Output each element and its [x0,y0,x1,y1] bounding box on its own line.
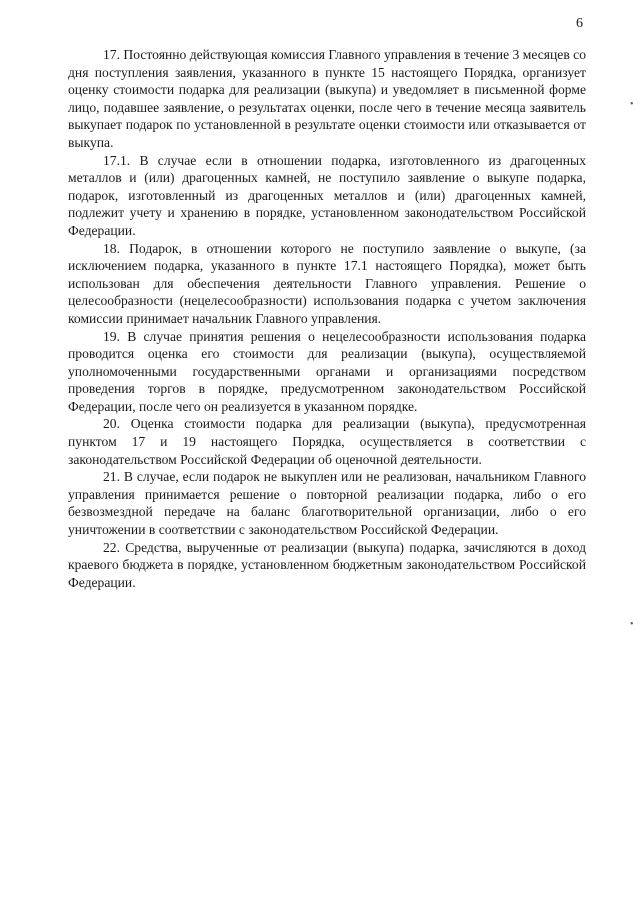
scan-speck-mark: • [630,99,634,110]
document-body [68,46,586,591]
paragraph-22: 22. Средства, вырученные от реализации (выкупа) подарка, зачисляются в доход краевого бюджета в порядке, установленном бюджетным законодательством Российской Федерации. [68,539,586,590]
paragraph-17: 17. Постоянно действующая комиссия Главного управления в течение 3 месяцев со дня поступления заявления, указанного в пункте 15 настоящего Порядка, организует оценку стоимости подарка для реализации (выкупа) и уведомляет в письменной форме лицо, подавшее заявление, о результатах оценки, после чего в течение месяца заявитель выкупает подарок по установленной в результате оценки стоимости или отказывается от выкупа. [68,47,586,150]
paragraph-20: 20. Оценка стоимости подарка для реализации (выкупа), предусмотренная пунктом 17 и 19 настоящего Порядка, осуществляется в соответствии с законодательством Российской Федерации об оценочной деятельности. [68,416,586,467]
page-number: 6 [576,16,583,31]
paragraph-21: 21. В случае, если подарок не выкуплен или не реализован, начальником Главного управления принимается решение о повторной реализации подарка, либо о его безвозмездной передаче на баланс благотворительной организации, либо о его уничтожении в соответствии с законодательством Российской Федерации. [68,469,586,538]
scan-speck-mark: • [630,619,634,630]
paragraph-18: 18. Подарок, в отношении которого не поступило заявление о выкупе, (за исключением подарка, указанного в пункте 17.1 настоящего Порядка), может быть использован для обеспечения деятельности Главного управления. Решение о целесообразности (нецелесообразности) использования подарка с учетом заключения комиссии принимает начальник Главного управления. [68,240,586,326]
paragraph-17-1: 17.1. В случае если в отношении подарка, изготовленного из драгоценных металлов и (или) драгоценных камней, не поступило заявление о выкупе подарка, подарок, изготовленный из драгоценных металлов и (или) драгоценных камней, подлежит учету и хранению в порядке, установленном законодательством Российской Федерации. [68,152,586,238]
paragraph-19: 19. В случае принятия решения о нецелесообразности использования подарка проводится оценка его стоимости для реализации (выкупа), осуществляемой уполномоченными государственными органами и организациями посредством проведения торгов в порядке, предусмотренном законодательством Российской Федерации, после чего он реализуется в указанном порядке. [68,328,586,414]
